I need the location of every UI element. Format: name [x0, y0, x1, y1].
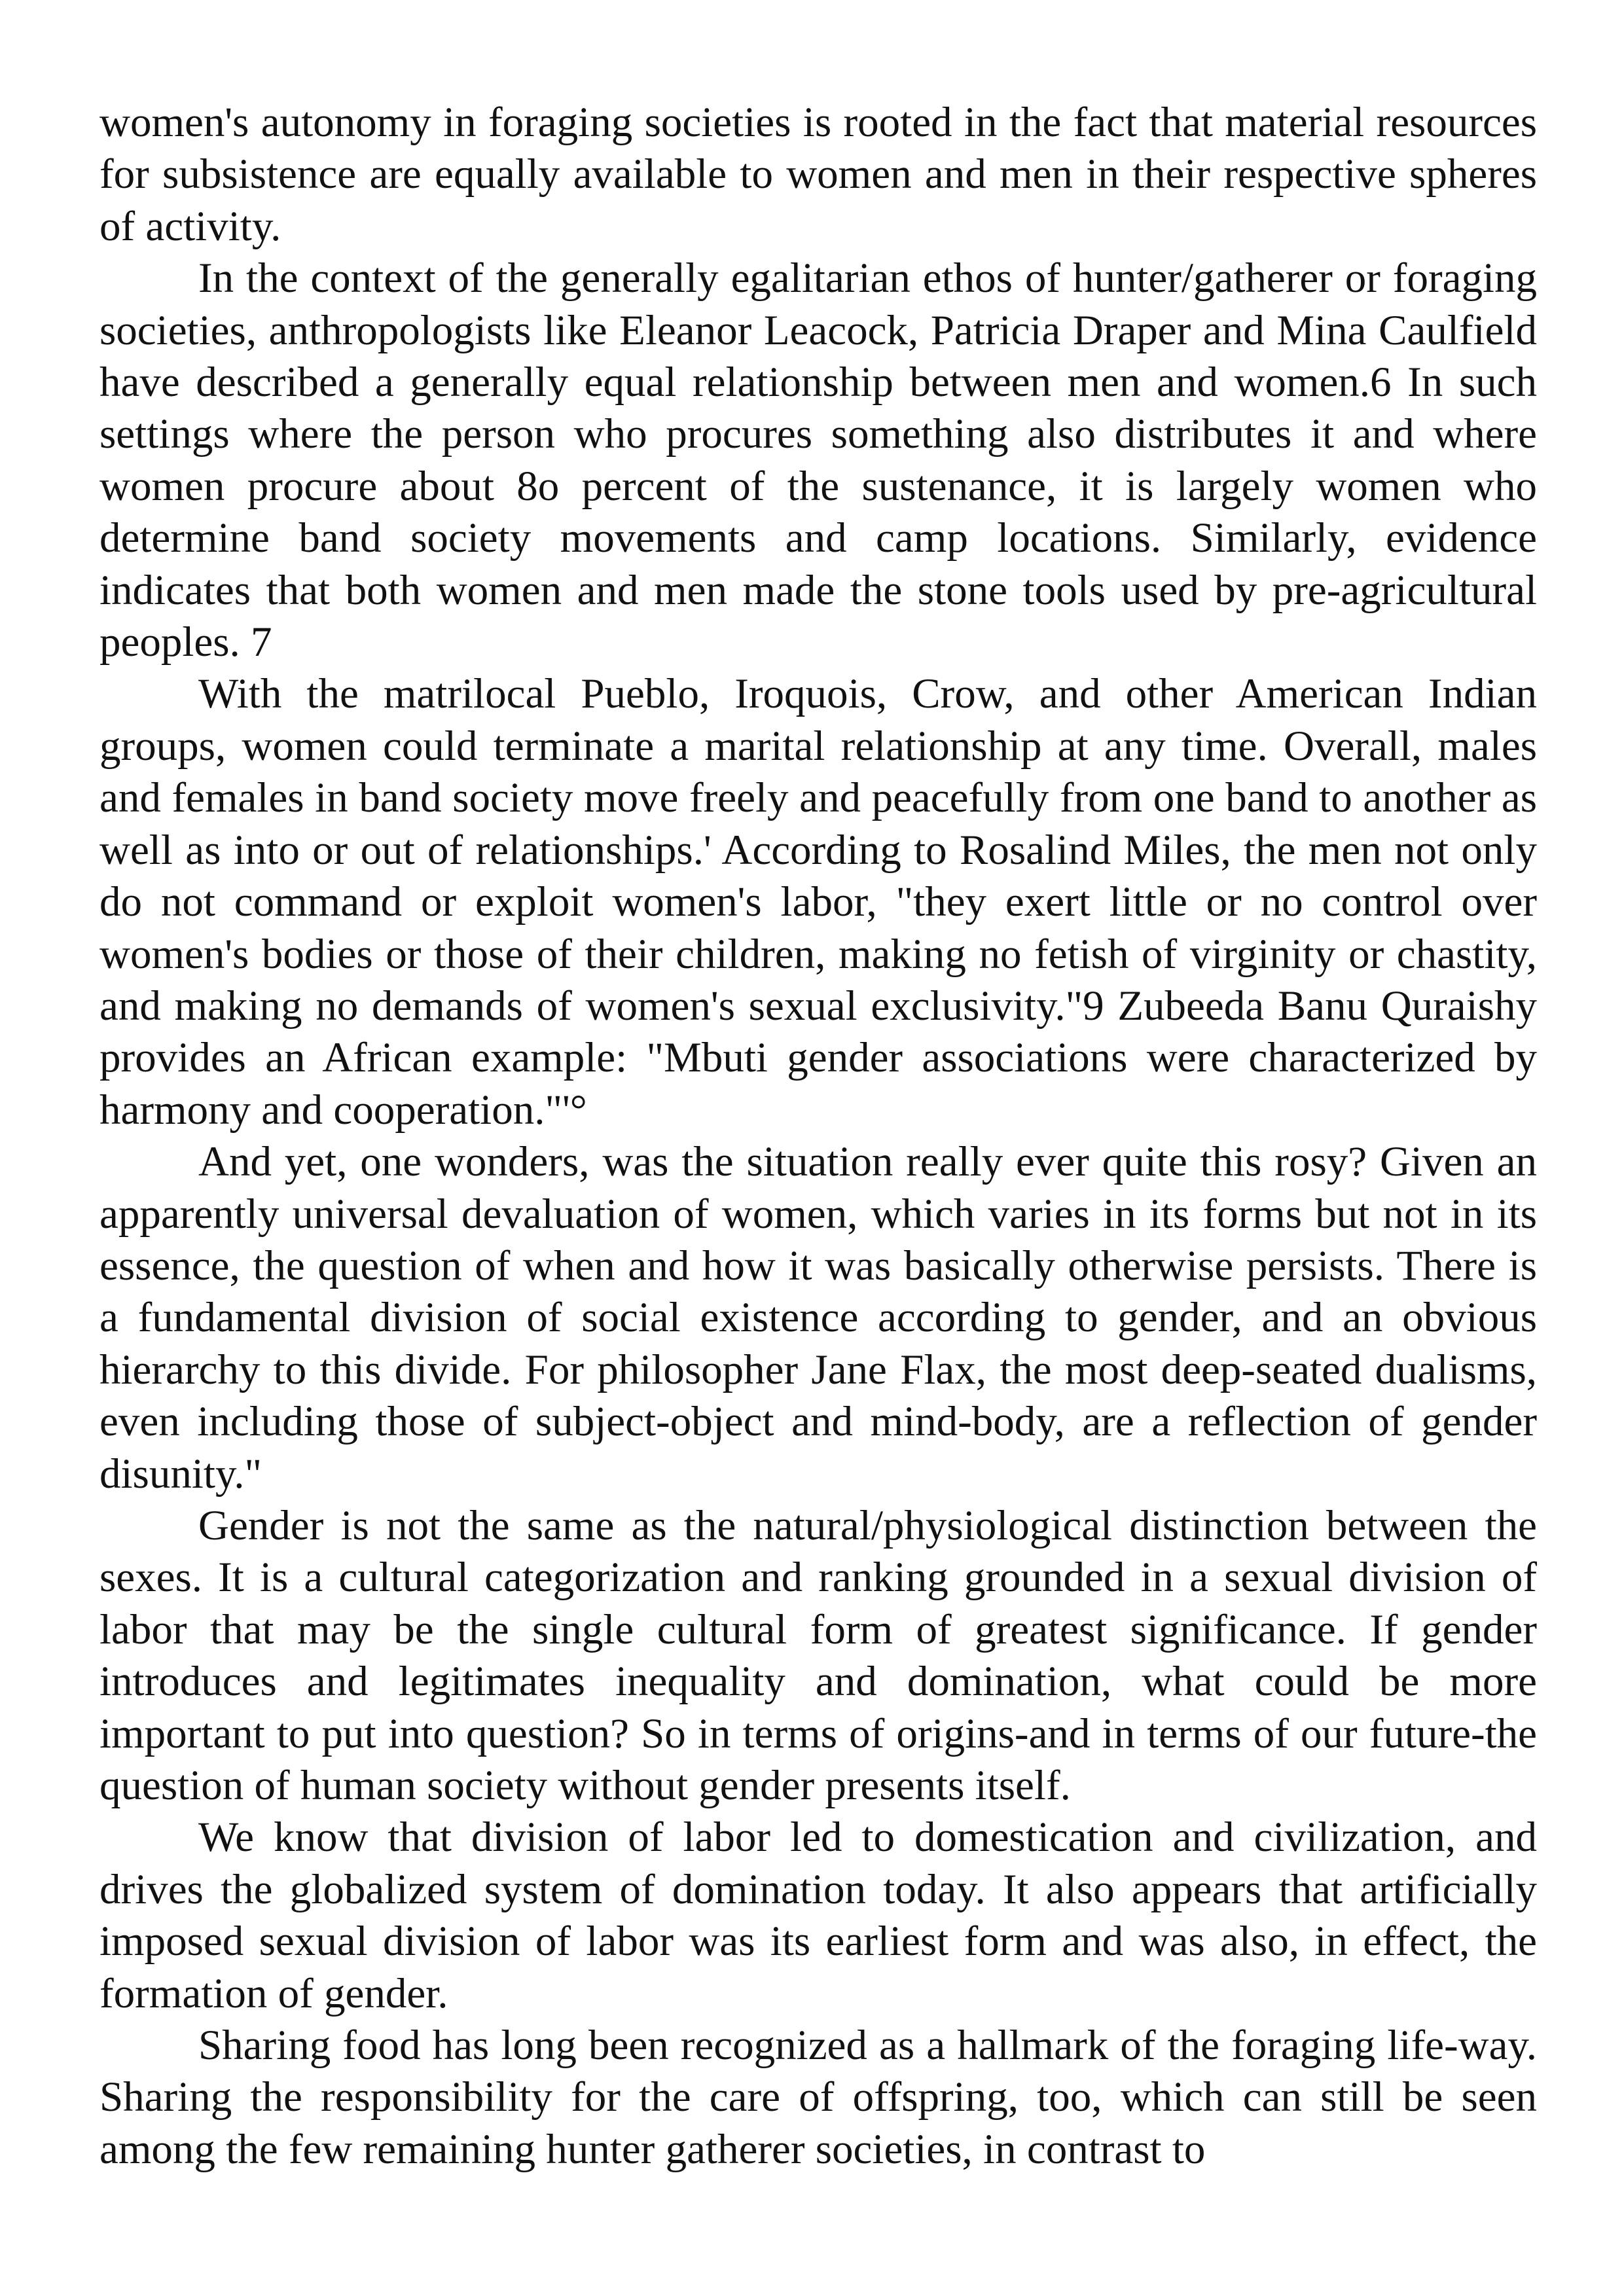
paragraph-division-of-labor: We know that division of labor led to domestication and civilization, and drives the globalized system of domination today. It also appears that artificially imposed sexual division of labor was its earliest form and was also, in effect, the formation of gender.: [99, 1814, 1537, 2017]
document-page: [99, 97, 1537, 2176]
paragraph-sharing-food: Sharing food has long been recognized as a hallmark of the foraging life-way. Sharing the responsibility for the care of offspring, too, which can still be seen among the few remaining hunter gatherer societies, in contrast to: [99, 2022, 1537, 2173]
paragraph-continued: women's autonomy in foraging societies is rooted in the fact that material resources for subsistence are equally available to women and men in their respective spheres of activity.: [99, 99, 1537, 250]
paragraph-devaluation-of-women: And yet, one wonders, was the situation really ever quite this rosy? Given an apparently universal devaluation of women, which varies in its forms but not in its essence, the question of when and how it was basically otherwise persists. There is a fundamental division of social existence according to gender, and an obvious hierarchy to this divide. For philosopher Jane Flax, the most deep-seated dualisms, even including those of subject-object and mind-body, are a reflection of gender disunity.": [99, 1138, 1537, 1498]
paragraph-egalitarian-ethos: In the context of the generally egalitarian ethos of hunter/gatherer or foraging societies, anthropologists like Eleanor Leacock, Patricia Draper and Mina Caulfield have described a generally equal relationship between men and women.6 In such settings where the person who procures something also distributes it and where women procure about 8o percent of the sustenance, it is largely women who determine band society movements and camp locations. Similarly, evidence indicates that both women and men made the stone tools used by pre-agricultural peoples. 7: [99, 255, 1537, 666]
paragraph-gender-definition: Gender is not the same as the natural/physiological distinction between the sexes. It is a cultural categorization and ranking grounded in a sexual division of labor that may be the single cultural form of greatest significance. If gender introduces and legitimates inequality and domination, what could be more important to put into question? So in terms of origins-and in terms of our future-the question of human society without gender presents itself.: [99, 1501, 1537, 1809]
paragraph-matrilocal-groups: With the matrilocal Pueblo, Iroquois, Crow, and other American Indian groups, women could terminate a marital relationship at any time. Overall, males and females in band society move freely and peacefully from one band to another as well as into or out of relationships.' According to Rosalind Miles, the men not only do not command or exploit women's labor, "they exert little or no control over women's bodies or those of their children, making no fetish of virginity or chastity, and making no demands of women's sexual exclusivity."9 Zubeeda Banu Quraishy provides an African example: "Mbuti gender associations were characterized by harmony and cooperation."'°: [99, 670, 1537, 1134]
